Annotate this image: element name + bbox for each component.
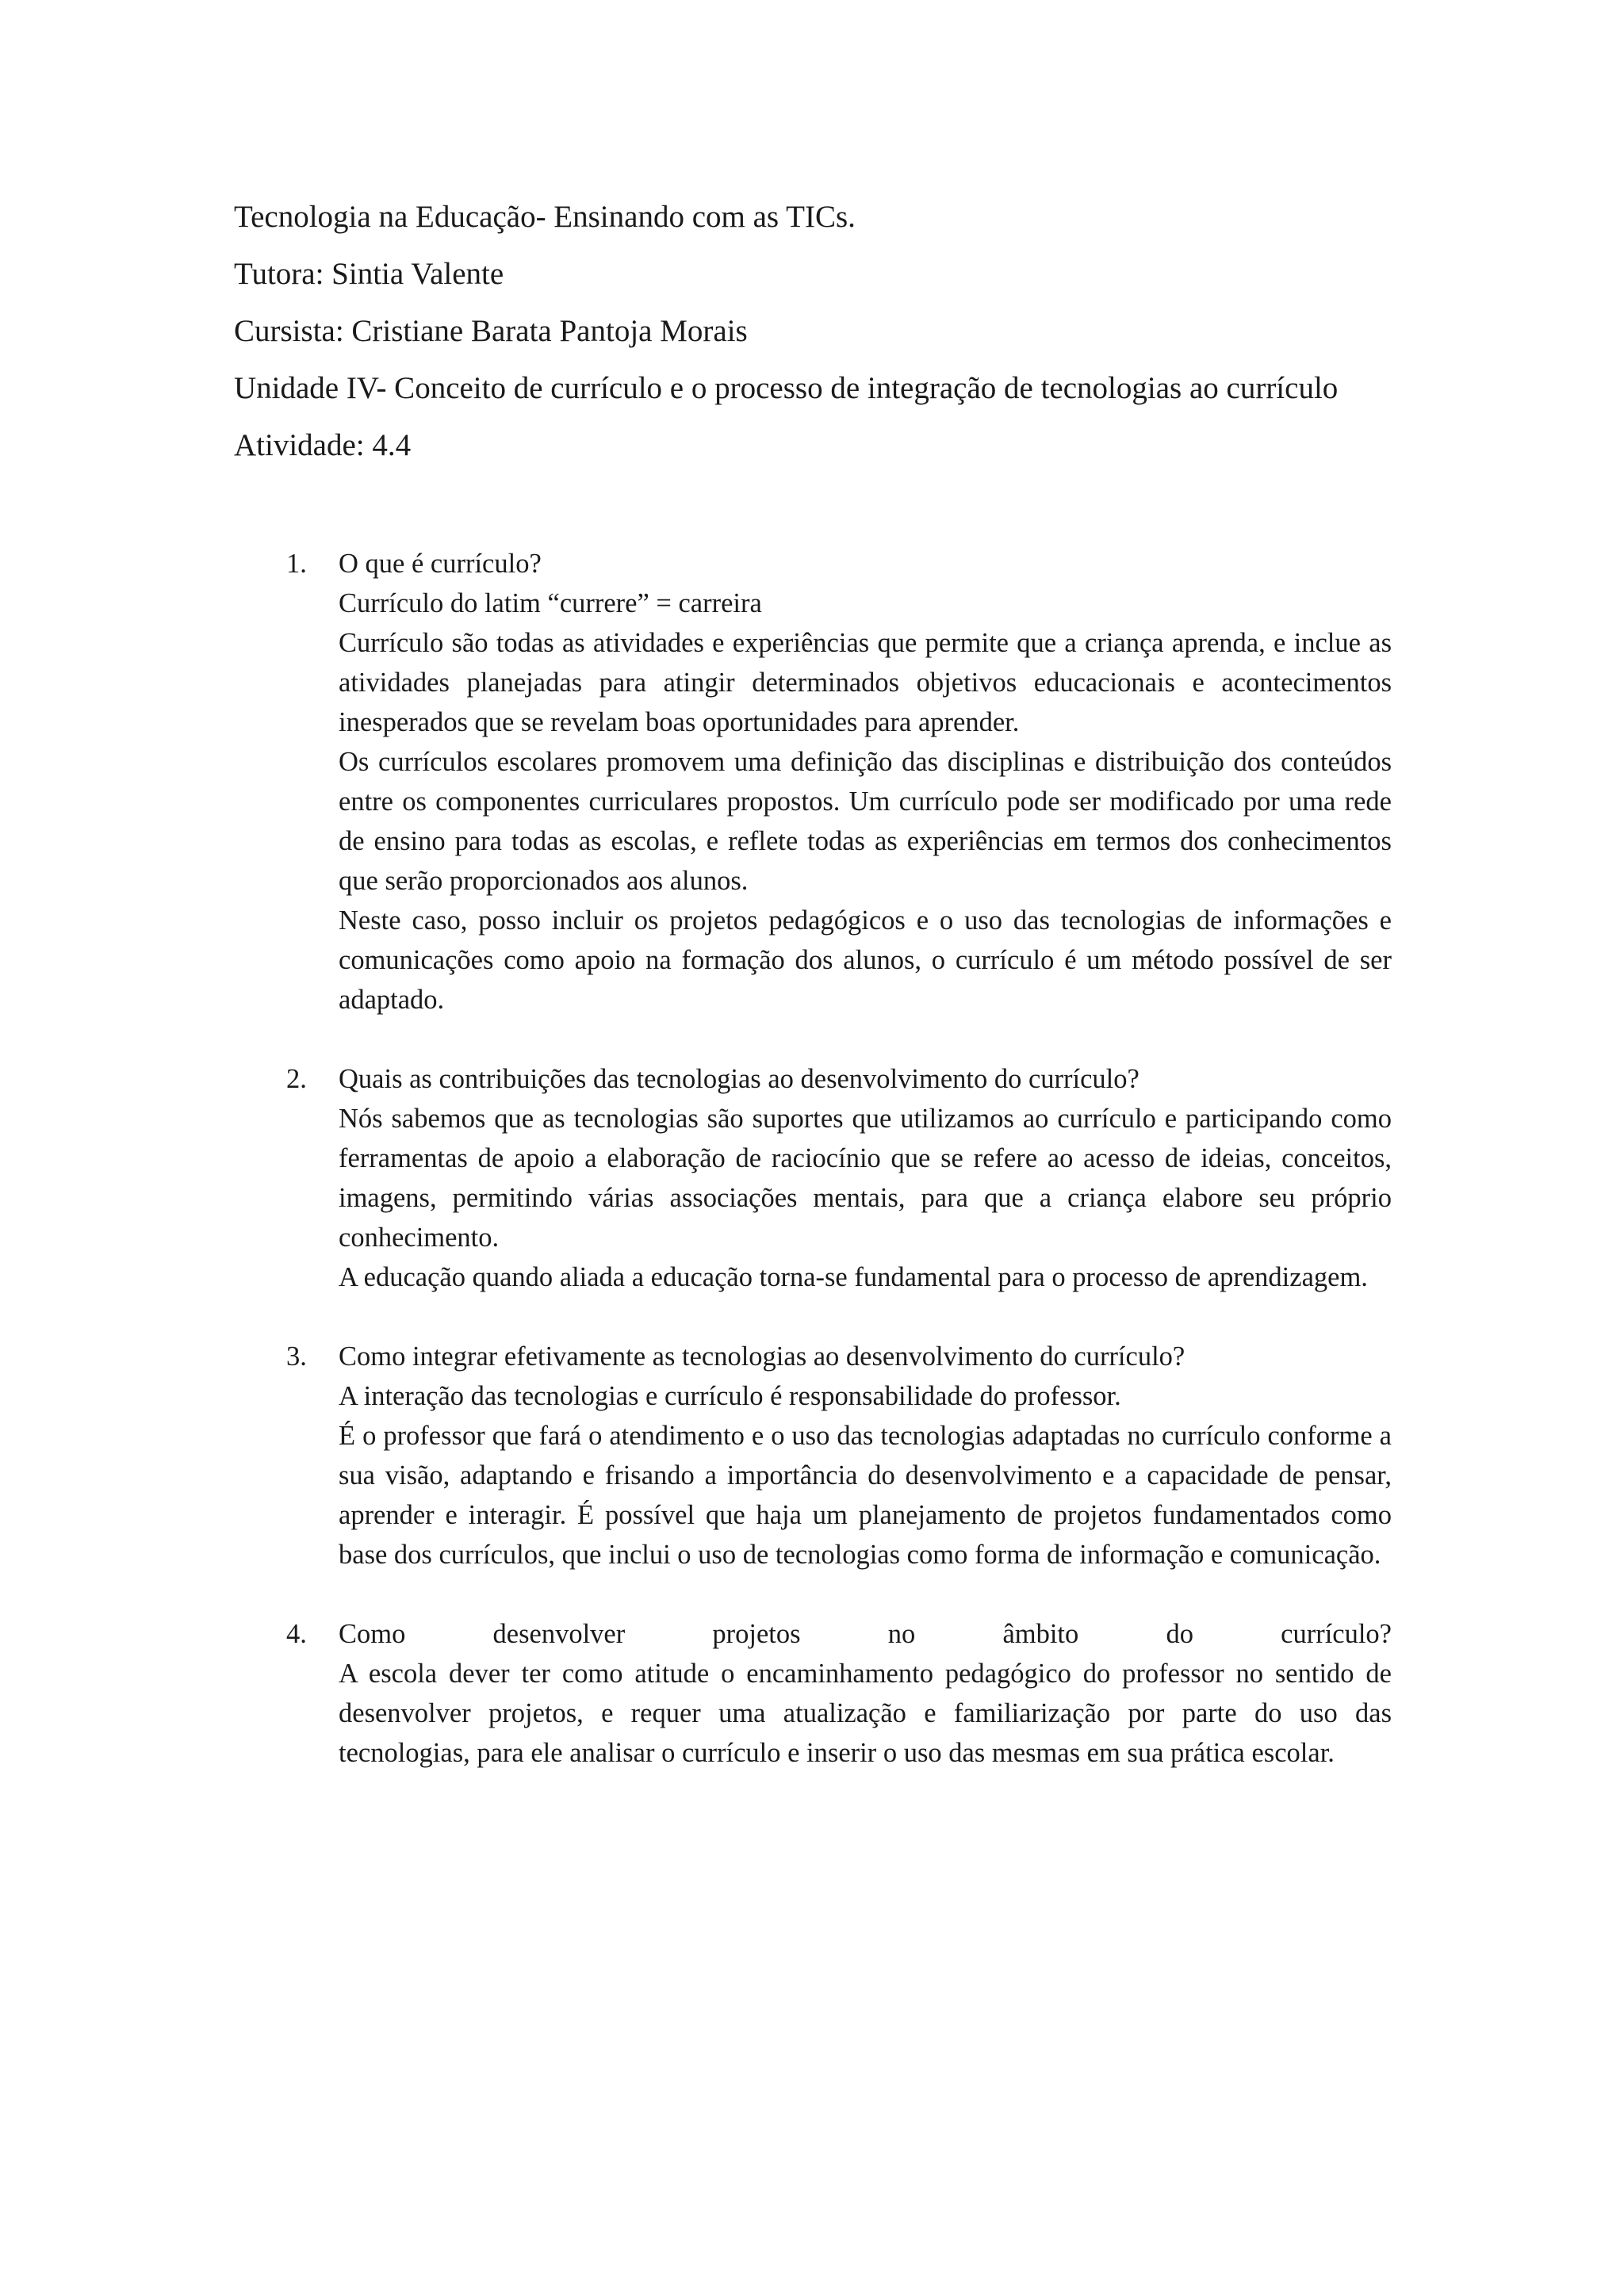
question-item bbox=[234, 1614, 1392, 1773]
question-title: Como desenvolver projetos no âmbito do currículo? bbox=[339, 1619, 1392, 1649]
student-line: Cursista: Cristiane Barata Pantoja Morais bbox=[234, 314, 748, 348]
question-title: O que é currículo? bbox=[339, 549, 542, 579]
unit-line: Unidade IV- Conceito de currículo e o processo de integração de tecnologias ao currículo bbox=[234, 371, 1339, 405]
answer-paragraph: É o professor que fará o atendimento e o uso das tecnologias adaptadas no currículo conforme a sua visão, adaptando e frisando a importância do desenvolvimento e a capacidade de pensar, aprender e interagir. É possível que haja um planejamento de projetos fundamentados como base dos currículos, que inclui o uso de tecnologias como forma de informação e comunicação. bbox=[339, 1421, 1392, 1570]
document-header bbox=[234, 189, 1392, 474]
question-item bbox=[234, 544, 1392, 1020]
question-number: 4. bbox=[286, 1619, 307, 1649]
answer-paragraph: Currículo do latim “currere” = carreira bbox=[339, 588, 762, 618]
question-number: 3. bbox=[286, 1341, 307, 1372]
answer-paragraph: Neste caso, posso incluir os projetos pedagógicos e o uso das tecnologias de informações e comunicações como apoio na formação dos alunos, o currículo é um método possível de ser adaptado. bbox=[339, 905, 1392, 1015]
question-title: Quais as contribuições das tecnologias ao desenvolvimento do currículo? bbox=[339, 1064, 1139, 1094]
activity-line: Atividade: 4.4 bbox=[234, 428, 412, 462]
answer-paragraph: A escola dever ter como atitude o encaminhamento pedagógico do professor no sentido de desenvolver projetos, e requer uma atualização e familiarização por parte do uso das tecnologias, para ele analisar o currículo e inserir o uso das mesmas em sua prática escolar. bbox=[339, 1659, 1392, 1768]
question-title: Como integrar efetivamente as tecnologias ao desenvolvimento do currículo? bbox=[339, 1341, 1185, 1372]
tutor-line: Tutora: Sintia Valente bbox=[234, 257, 504, 291]
question-number: 1. bbox=[286, 549, 307, 579]
answer-paragraph: Os currículos escolares promovem uma definição das disciplinas e distribuição dos conteúdos entre os componentes curriculares propostos. Um currículo pode ser modificado por uma rede de ensino para todas as escolas, e reflete todas as experiências em termos dos conhecimentos que serão proporcionados aos alunos. bbox=[339, 747, 1392, 896]
course-title: Tecnologia na Educação- Ensinando com as TICs. bbox=[234, 200, 856, 234]
question-item bbox=[234, 1059, 1392, 1297]
question-item bbox=[234, 1337, 1392, 1575]
answer-paragraph: A interação das tecnologias e currículo é responsabilidade do professor. bbox=[339, 1381, 1121, 1411]
answer-paragraph: Currículo são todas as atividades e experiências que permite que a criança aprenda, e inclue as atividades planejadas para atingir determinados objetivos educacionais e acontecimentos inesperados que se revelam boas oportunidades para aprender. bbox=[339, 628, 1392, 737]
answer-paragraph: A educação quando aliada a educação torna-se fundamental para o processo de aprendizagem. bbox=[339, 1262, 1368, 1292]
answer-paragraph: Nós sabemos que as tecnologias são suportes que utilizamos ao currículo e participando como ferramentas de apoio a elaboração de raciocínio que se refere ao acesso de ideias, conceitos, imagens, permitindo várias associações mentais, para que a criança elabore seu próprio conhecimento. bbox=[339, 1104, 1392, 1253]
question-list bbox=[234, 544, 1392, 1812]
question-number: 2. bbox=[286, 1064, 307, 1094]
